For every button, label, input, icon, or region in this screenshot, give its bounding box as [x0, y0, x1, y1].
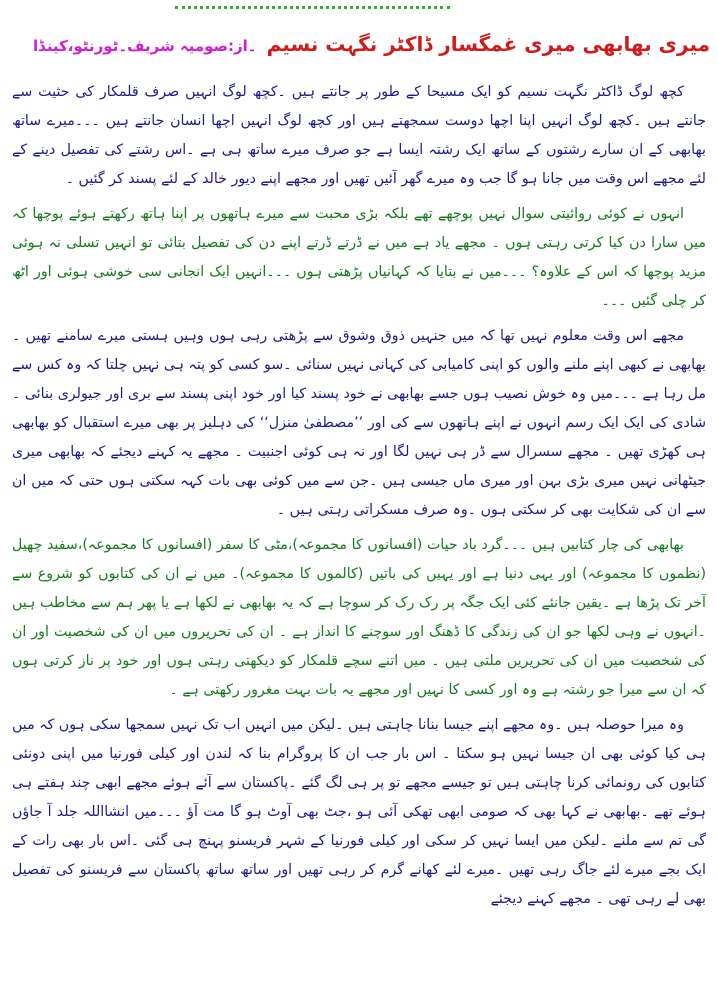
- article-title: میری بھابھی میری غمگسار ڈاکٹر نگہت نسیم: [266, 32, 710, 56]
- paragraph-1: کچھ لوگ ڈاکٹر نگہت نسیم کو ایک مسیحا کے طور پر جانتے ہیں ۔کچھ لوگ انہیں صرف قلمکار کی حثیت سے جانتے ہیں ۔کچھ لوگ انہیں اپنا اچھا دوست سمجھتے ہیں اور کچھ لوگ انہیں اچھا انسان جانتے ہیں ۔۔۔میرے ساتھ بھابھی کے ان سارے رشتوں کے ساتھ ایک رشتہ ایسا ہے جو صرف میرے ساتھ ہی ہے ۔اس رشتے کی تفصیل دینے کے لئے مجھے اس وقت میں جانا ہو گا جب وہ میرے گھر آئیں تھیں اور مجھے اپنے دیور خالد کے لئے پسند کر گئیں ۔: [12, 84, 706, 187]
- paragraph-4: بھابھی کی چار کتابیں ہیں ۔۔۔گرد باد حیات (افسانوں کا مجموعہ)،مٹی کا سفر (افسانوں کا مجموعہ)،سفید چھیل (نظموں کا مجموعہ) اور یہی دنیا ہے اور یہیں کی باتیں (کالموں کا مجموعہ)۔ میں نے ان کی کتابوں کو شروع سے آخر تک پڑھا ہے ۔یقین جانئے کئی ایک جگہ پر رک رک کر سوچا ہے کہ یہ بھابھی نے لکھا ہے یا پھر ہم سے مخاطب ہیں ۔انہوں نے وہی لکھا جو ان کی زندگی کا ڈھنگ اور سوچنے کا انداز ہے ۔ ان کی تحریروں میں ان کی شخصیت اور ان کی شخصیت میں ان کی تحریریں ملتی ہیں ۔ میں اتنے سچے قلمکار کو دیکھتی رہتی ہوں اور خود پر ناز کرتی ہوں کہ ان سے میرا جو رشتہ ہے وہ اور کسی کا نہیں اور مجھے یہ بات بہت مغرور رکھتی ہے ۔: [12, 537, 706, 698]
- top-divider: [175, 6, 450, 9]
- paragraph-3: مجھے اس وقت معلوم نہیں تھا کہ میں جنہیں ذوق وشوق سے پڑھتی رہی ہوں وہیں ہستی میرے سامنے تھیں ۔بھابھی نے کبھی اپنے ملنے والوں کو اپنی کامیابی کی کہانی نہیں سنائی ۔سو کسی کو پتہ ہی نہیں چلتا کہ وہ کس سے مل رہا ہے ۔۔۔میں وہ خوش نصیب ہوں جسے بھابھی نے خود پسند کیا اور خود اپنی پسند سے بری اور جیولری بنائی ۔شادی کی ایک ایک رسم انہوں نے اپنے ہاتھوں سے کی اور ’’مصطفیٰ منزل‘‘ کی دہلیز پر بھی میرے استقبال کو بھابھی ہی کھڑی تھیں ۔ مجھے سسرال سے ڈر ہی نہیں لگا اور نہ ہی کوئی اجنبیت ۔ مجھے یہ کہنے دیجئے کہ بھابھی میری جیٹھانی نہیں میری بڑی بہن اور میری ماں جیسی ہیں ۔جن سے میں کوئی بھی بات کہہ سکتی ہوں حتی کہ میں ان سے ان کی شکایت بھی کر سکتی ہوں ۔وہ صرف مسکراتی رہتی ہیں ۔: [12, 328, 706, 518]
- article-byline: ۔از:صومیہ شریف۔ٹورنٹو،کینڈا: [33, 37, 257, 55]
- article-body: [12, 78, 706, 988]
- paragraph-5: وہ میرا حوصلہ ہیں ۔وہ مجھے اپنے جیسا بنانا چاہتی ہیں ۔لیکن میں انہیں اب تک نہیں سمجھا سکی ہوں کہ میں ہی کیا کوئی بھی ان جیسا نہیں ہو سکتا ۔ اس بار جب ان کا پروگرام بنا کہ لندن اور کیلی فورنیا میں اپنی دونئی کتابوں کی رونمائی کرنا چاہتی ہیں تو جیسے مجھے تو پر ہی لگ گئے ۔پاکستان سے آئے ہوئے مجھے ابھی چند ہفتے ہی ہوئے تھے ۔بھابھی نے کہا بھی کہ صومی ابھی تھکی آئی ہو ،جٹ بھی آوٹ ہو گا مت آؤ ۔۔۔میں انشااللہ جلد آ جاؤں گی تم سے ملنے ۔لیکن میں ایسا نہیں کر سکی اور کیلی فورنیا کے شہر فریسنو پہنچ ہی گئی ۔اس بار بھی رات کے ایک بجے میرے لئے جاگ رہی تھیں ۔میرے لئے کھانے گرم کر رہی تھیں اور ساتھ ساتھ پاکستان سے فریسنو کی تفصیل بھی لے رہی تھی ۔ مجھے کہنے دیجئے: [12, 717, 706, 907]
- article-header: [8, 32, 710, 66]
- paragraph-2: انہوں نے کوئی روائیتی سوال نہیں پوچھے تھے بلکہ بڑی محبت سے میرے ہاتھوں پر اپنا ہاتھ رکھتے ہوئے پوچھا کہ میں سارا دن کیا کرتی رہتی ہوں ۔ مجھے یاد ہے میں نے ڈرتے ڈرتے اپنے دن کی تفصیل بتائی تو انہیں تسلی نہ ہوئی مزید پوچھا کہ اس کے علاوہ؟ ۔۔۔میں نے بتایا کہ کہانیاں پڑھتی ہوں ۔۔۔انہیں ایک انجانی سی خوشی ہوئی اور اٹھ کر چلی گئیں ۔۔۔: [12, 206, 706, 309]
